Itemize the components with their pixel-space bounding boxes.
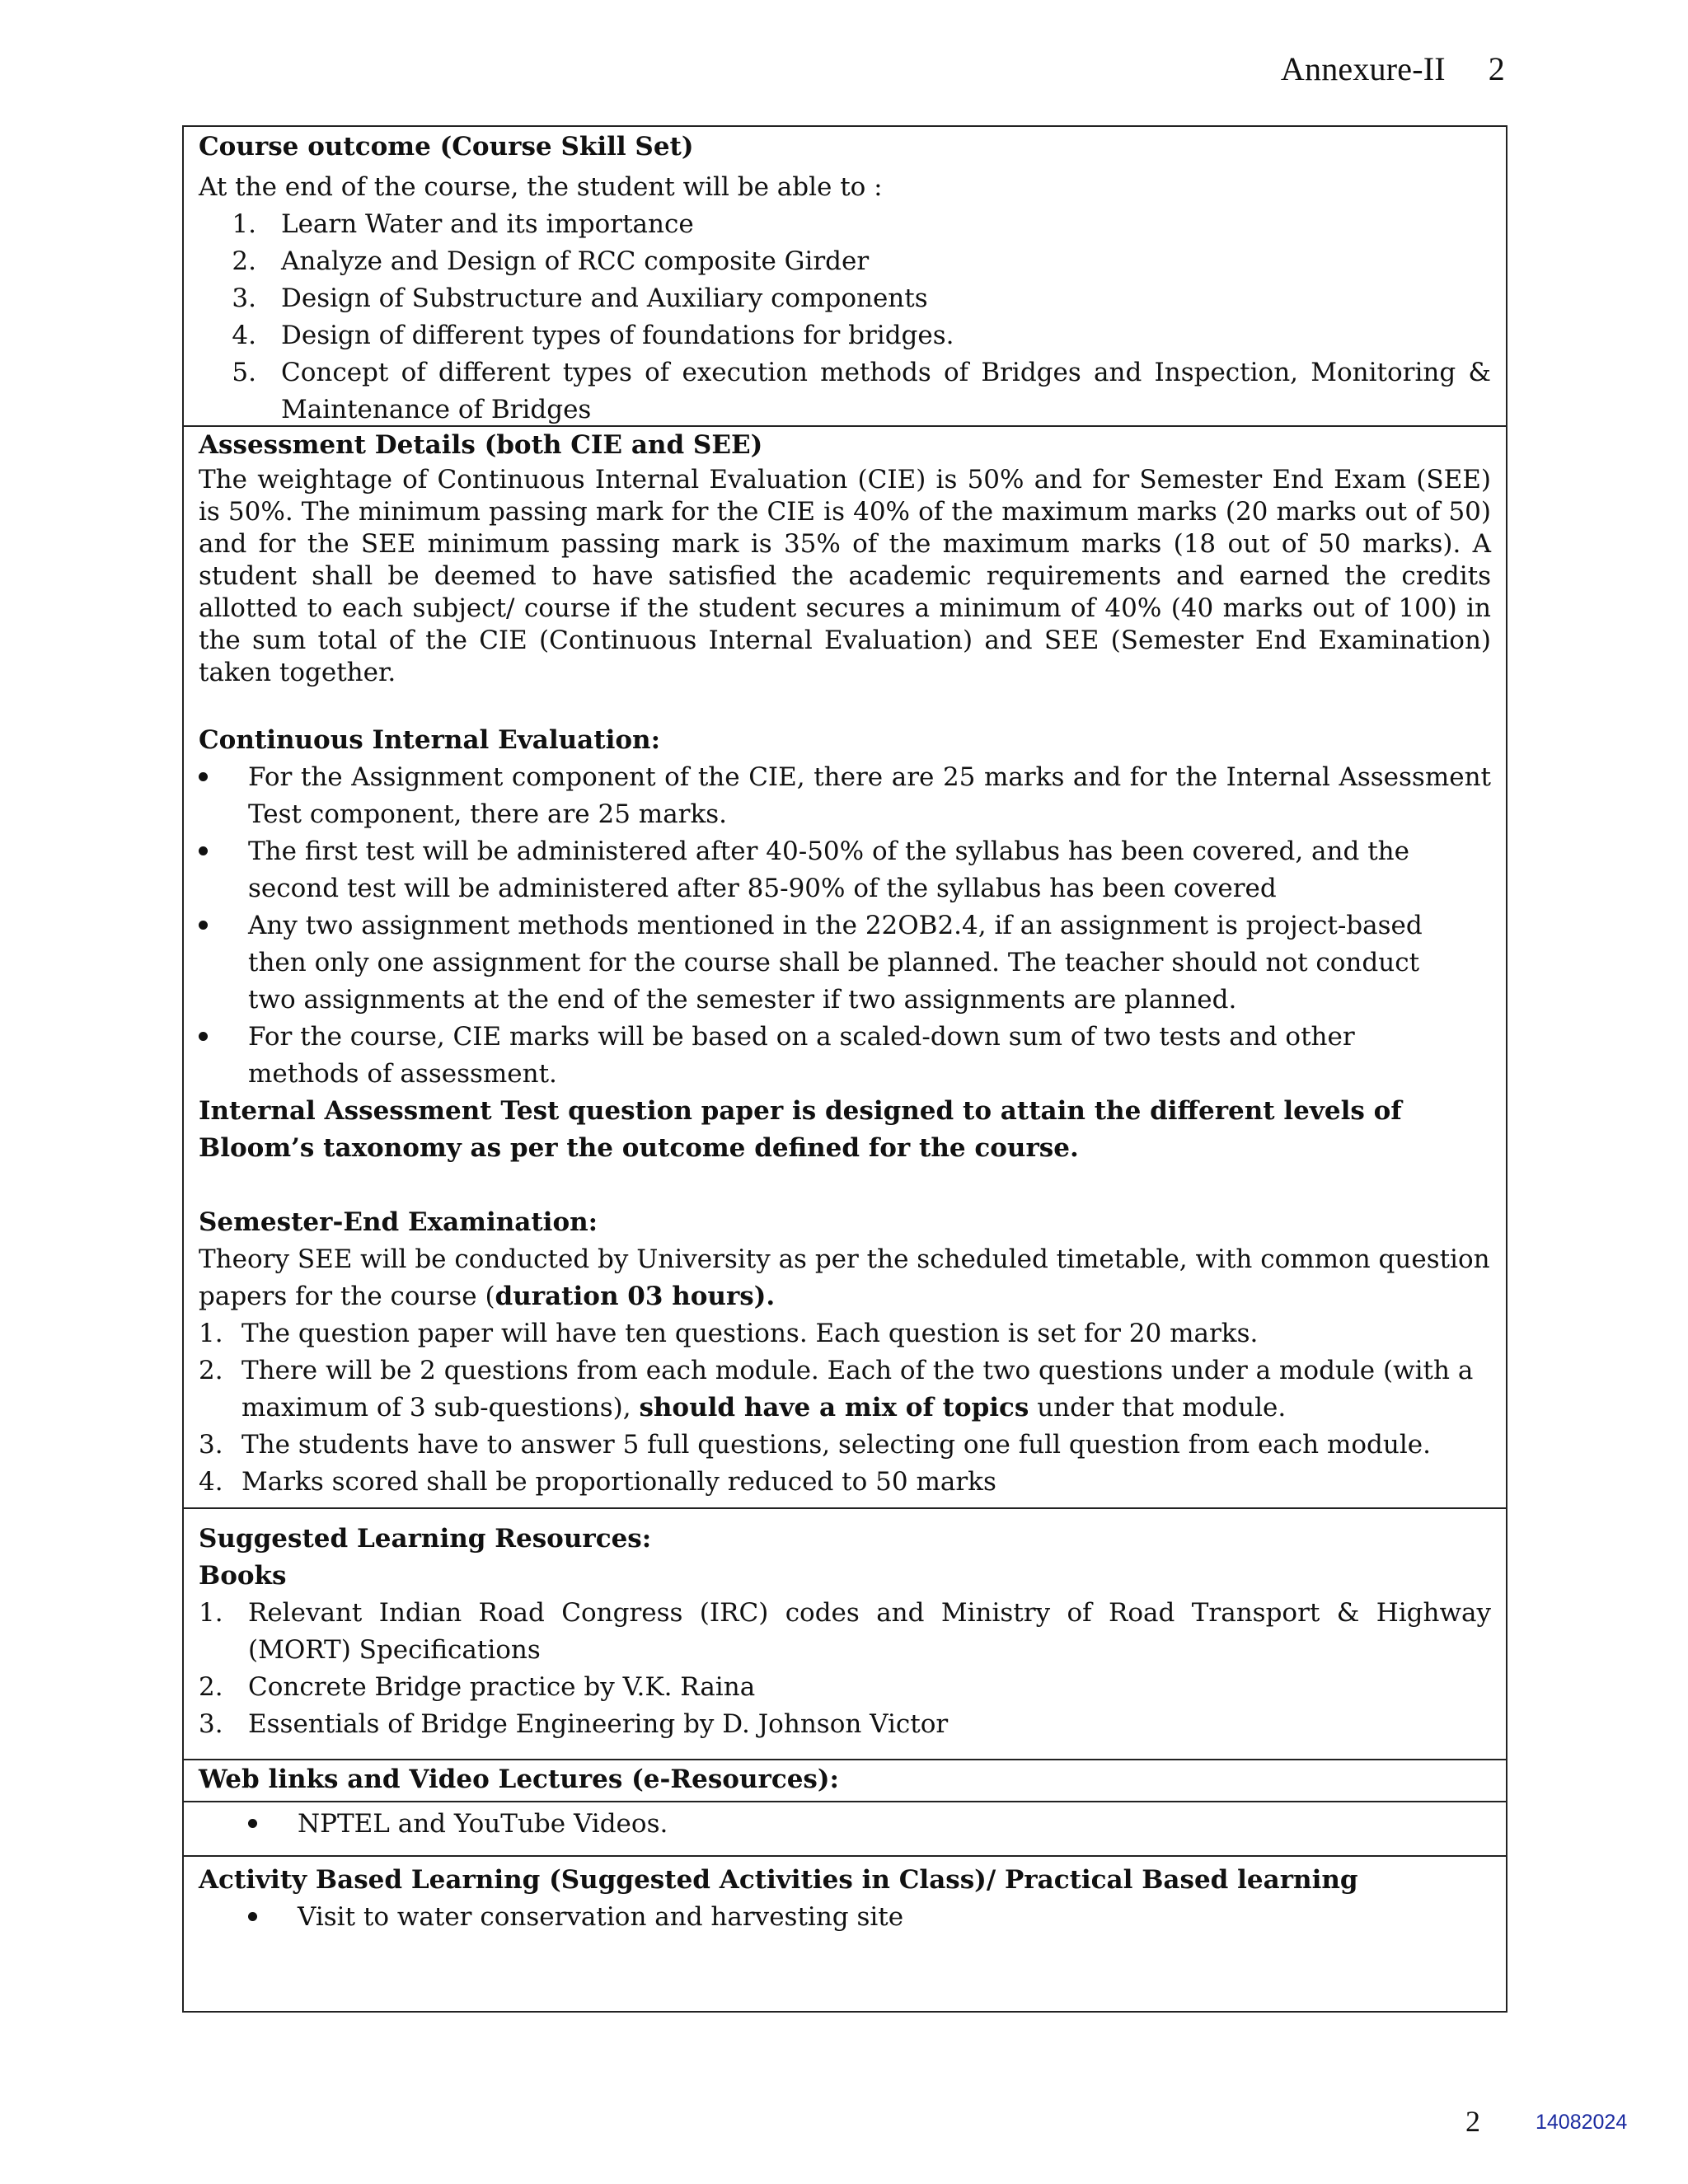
course-outcome-intro: At the end of the course, the student will be able to : xyxy=(199,172,883,202)
item-text: NPTEL and YouTube Videos. xyxy=(298,1809,668,1839)
course-document-table xyxy=(182,125,1507,2013)
item-number: 1. xyxy=(232,209,256,239)
item-text-bold: should have a mix of topics xyxy=(639,1393,1029,1422)
list-item xyxy=(199,243,1491,280)
list-item xyxy=(199,759,1491,833)
item-text: For the course, CIE marks will be based on a scaled-down sum of two tests and other methods of assessment. xyxy=(248,1022,1355,1089)
item-text: Visit to water conservation and harvesting site xyxy=(298,1902,904,1932)
item-text: The first test will be administered after 40-50% of the syllabus has been covered, and the second test will be administered after 85-90% of the syllabus has been covered xyxy=(248,837,1409,903)
books-title: Books xyxy=(199,1561,287,1591)
bullet-icon xyxy=(199,772,208,781)
see-duration: duration 03 hours). xyxy=(495,1282,776,1311)
item-text: For the Assignment component of the CIE, there are 25 marks and for the Internal Assessment Test component, there are 25 marks. xyxy=(248,762,1491,829)
activity-section xyxy=(184,1857,1506,2011)
list-item xyxy=(199,1595,1491,1669)
item-text: The question paper will have ten questions. Each question is set for 20 marks. xyxy=(241,1319,1259,1348)
resources-section xyxy=(184,1509,1506,1760)
list-item xyxy=(199,1352,1491,1427)
assessment-section xyxy=(184,427,1506,1509)
item-number: 4. xyxy=(232,321,256,350)
item-number: 2. xyxy=(232,246,256,276)
activity-title: Activity Based Learning (Suggested Activities in Class)/ Practical Based learning xyxy=(199,1865,1358,1895)
item-text: Marks scored shall be proportionally reduced to 50 marks xyxy=(241,1467,996,1497)
item-text: The students have to answer 5 full questions, selecting one full question from each module. xyxy=(241,1430,1431,1460)
bullet-icon xyxy=(248,1912,257,1921)
see-title: Semester-End Examination: xyxy=(199,1207,598,1237)
list-item xyxy=(199,1019,1491,1093)
cie-bullet-list xyxy=(199,759,1491,1093)
item-text: Any two assignment methods mentioned in the 22OB2.4, if an assignment is project-based then only one assignment for the course shall be planned. The teacher should not conduct two assignments at the end of the semester if two assignments are planned. xyxy=(248,911,1423,1015)
list-item xyxy=(199,1806,1491,1843)
list-item xyxy=(199,280,1491,317)
item-text-part: There will be 2 questions from each module. Each of the two questions under a module (with a maximum of 3 sub-questions), xyxy=(241,1356,1474,1422)
item-number: 5. xyxy=(232,358,256,387)
iat-statement: Internal Assessment Test question paper is designed to attain the different levels of Bloom’s taxonomy as per the outcome defined for the course. xyxy=(199,1096,1402,1163)
see-intro-text: Theory SEE will be conducted by University as per the scheduled timetable, with common question papers for the course ( xyxy=(199,1244,1490,1311)
list-item xyxy=(199,1427,1491,1464)
item-number: 2. xyxy=(199,1356,223,1385)
course-outcome-list xyxy=(199,206,1491,429)
list-item xyxy=(199,1706,1491,1743)
weblinks-items-section xyxy=(184,1802,1506,1857)
item-text: Concept of different types of execution methods of Bridges and Inspection, Monitoring & Maintenance of Bridges xyxy=(281,358,1491,424)
item-text: Learn Water and its importance xyxy=(281,209,694,239)
cie-title: Continuous Internal Evaluation: xyxy=(199,725,661,755)
annexure-label: Annexure-II xyxy=(1280,50,1446,87)
list-item xyxy=(199,1899,1491,1936)
books-list xyxy=(199,1595,1491,1743)
header-page-number: 2 xyxy=(1488,50,1505,87)
list-item xyxy=(199,206,1491,243)
item-text xyxy=(241,1352,1491,1427)
weblinks-title: Web links and Video Lectures (e-Resources): xyxy=(199,1765,839,1794)
item-text: Analyze and Design of RCC composite Girder xyxy=(281,246,870,276)
item-text: Relevant Indian Road Congress (IRC) codes and Ministry of Road Transport & Highway (MORT) Specifications xyxy=(248,1598,1491,1665)
see-intro xyxy=(199,1241,1491,1315)
bullet-icon xyxy=(199,1032,208,1041)
item-text: Design of different types of foundations for bridges. xyxy=(281,321,954,350)
list-item xyxy=(199,1464,1491,1501)
list-item xyxy=(199,317,1491,354)
footer-page-number: 2 xyxy=(1465,2105,1480,2138)
assessment-paragraph: The weightage of Continuous Internal Evaluation (CIE) is 50% and for Semester End Exam (SEE) is 50%. The minimum passing mark for the CIE is 40% of the maximum marks (20 marks out of 50) and for the SEE minimum passing mark is 35% of the maximum marks (18 out of 50 marks). A student shall be deemed to have satisfied the academic requirements and earned the credits allotted to each subject/ course if the student secures a minimum of 40% (40 marks out of 100) in the sum total of the CIE (Continuous Internal Evaluation) and SEE (Semester End Examination) taken together. xyxy=(199,465,1491,687)
bullet-icon xyxy=(248,1819,257,1828)
list-item xyxy=(199,833,1491,907)
list-item xyxy=(199,907,1491,1019)
course-outcome-section xyxy=(184,127,1506,427)
bullet-icon xyxy=(199,846,208,855)
item-number: 3. xyxy=(232,284,256,313)
item-number: 4. xyxy=(199,1467,223,1497)
bullet-icon xyxy=(199,921,208,930)
item-text: Concrete Bridge practice by V.K. Raina xyxy=(248,1672,756,1702)
item-text-part: under that module. xyxy=(1029,1393,1287,1422)
annexure-header xyxy=(1281,49,1505,89)
course-outcome-title: Course outcome (Course Skill Set) xyxy=(199,132,694,162)
list-item xyxy=(199,1315,1491,1352)
assessment-title: Assessment Details (both CIE and SEE) xyxy=(199,430,763,460)
item-number: 1. xyxy=(199,1319,223,1348)
list-item xyxy=(199,354,1491,429)
activity-list xyxy=(199,1899,1491,1936)
resources-title: Suggested Learning Resources: xyxy=(199,1524,652,1554)
item-text: Essentials of Bridge Engineering by D. Johnson Victor xyxy=(248,1709,949,1739)
item-number: 3. xyxy=(199,1709,223,1739)
item-text: Design of Substructure and Auxiliary components xyxy=(281,284,928,313)
weblinks-list xyxy=(199,1806,1491,1843)
weblinks-title-section xyxy=(184,1760,1506,1802)
item-number: 1. xyxy=(199,1598,223,1628)
see-list xyxy=(199,1315,1491,1501)
footer-document-code: 14082024 xyxy=(1536,2111,1628,2134)
list-item xyxy=(199,1669,1491,1706)
item-number: 2. xyxy=(199,1672,223,1702)
item-number: 3. xyxy=(199,1430,223,1460)
